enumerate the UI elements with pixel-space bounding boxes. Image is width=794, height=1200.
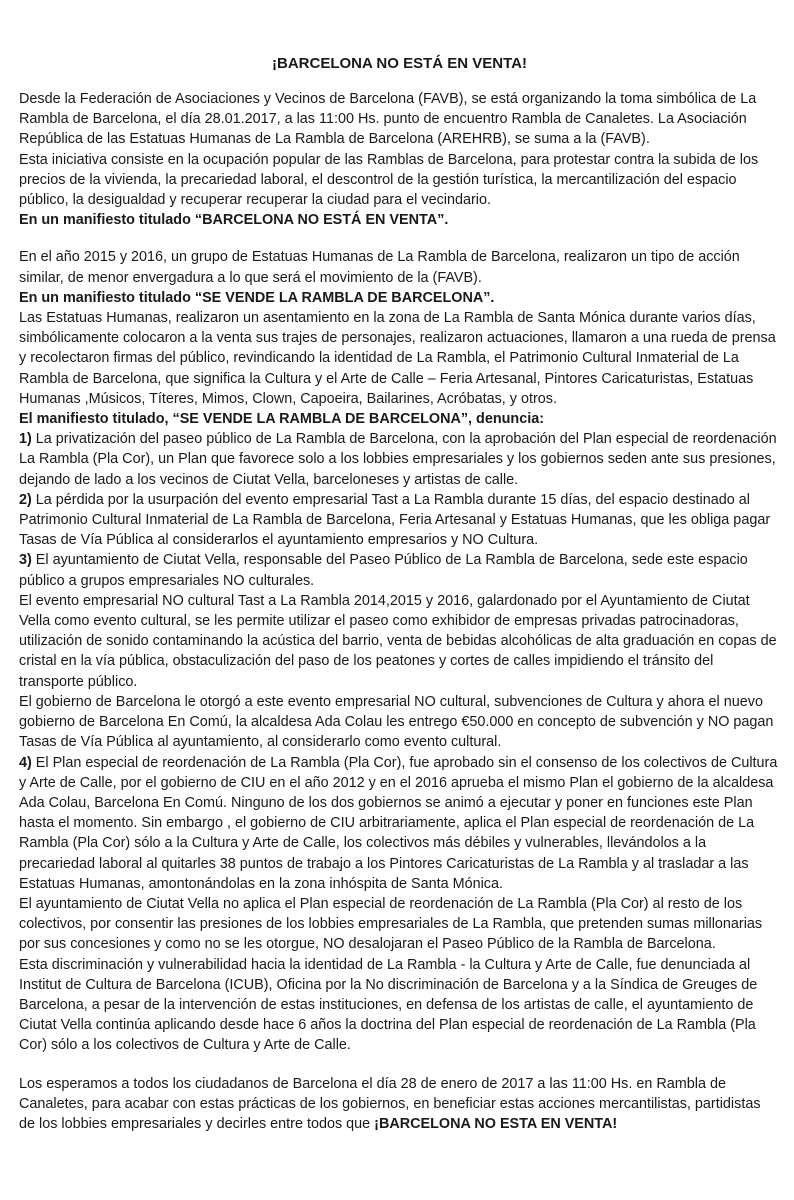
list-item-2-number: 2) bbox=[19, 491, 32, 508]
paragraph-statues-action: Las Estatuas Humanas, realizaron un asentamiento en la zona de La Rambla de Santa Mónica durante varios días, simbólicamente colocaron a la venta sus trajes de personajes, realizaron actuaciones, llamaron a una rueda de prensa y recolectaron firmas del público, revindicando la identidad de La Rambla, el Patrimonio Cultural Inmaterial de La Rambla de Barcelona, que significa la Cultura y el Arte de Calle – Feria Artesanal, Pintores Caricaturistas, Estatuas Humanas ,Músicos, Títeres, Mimos, Clown, Capoeira, Bailarines, Acróbatas, y otros. bbox=[19, 310, 776, 407]
list-item-1-number: 1) bbox=[19, 431, 32, 448]
closing-text: Los esperamos a todos los ciudadanos de Barcelona el día 28 de enero de 2017 a las 11:00 Hs. en Rambla de Canaletes, para acabar con estas prácticas de los gobiernos, en beneficiar estas acciones mercantilistas, partidistas de los lobbies empresariales y decirles entre todos que bbox=[19, 1075, 761, 1132]
list-item-3 bbox=[19, 550, 780, 590]
list-item-4-text: El Plan especial de reordenación de La Rambla (Pla Cor), fue aprobado sin el consenso de los colectivos de Cultura y Arte de Calle, por el gobierno de CIU en el año 2012 y en el 2016 aprueba el mismo Plan el gobierno de la alcaldesa Ada Colau, Barcelona En Comú. Ninguno de los dos gobiernos se animó a ejecutar y poner en funciones este Plan hasta el momento. Sin embargo , el gobierno de CIU arbitrariamente, aplica el Plan especial de reordenación de La Rambla (Pla Cor) sólo a la Cultura y Arte de Calle, los colectivos más débiles y vulnerables, llevándolos a la precariedad laboral al quitarles 38 puntos de trabajo a los Pintores Caricaturistas de La Rambla y al trasladar a las Estatuas Humanas, amontonándolas en la zona inhóspita de Santa Mónica. bbox=[19, 754, 778, 892]
paragraph-closing bbox=[19, 1074, 780, 1135]
list-item-1 bbox=[19, 429, 780, 490]
list-item-4-number: 4) bbox=[19, 754, 32, 771]
document-title: ¡BARCELONA NO ESTÁ EN VENTA! bbox=[272, 55, 527, 72]
list-item-3-text: El ayuntamiento de Ciutat Vella, responsable del Paseo Público de La Rambla de Barcelona, sede este espacio público a grupos empresariales NO culturales. bbox=[19, 552, 748, 589]
paragraph-denuncia-heading bbox=[19, 409, 780, 429]
list-item-3-number: 3) bbox=[19, 552, 32, 569]
spacer bbox=[19, 230, 780, 247]
paragraph-tast-event: El evento empresarial NO cultural Tast a La Rambla 2014,2015 y 2016, galardonado por el Ayuntamiento de Ciutat Vella como evento cultural, se les permite utilizar el paseo como exhibidor de empresas privadas patrocinadoras, utilización de sonido contaminando la acústica del barrio, venta de bebidas alcohólicas de alta graduación en copas de cristal en la vía pública, obstaculización del paso de los peatones y cortes de calles impidiendo el tránsito del transporte público. bbox=[19, 592, 777, 690]
paragraph-subsidies: El gobierno de Barcelona le otorgó a este evento empresarial NO cultural, subvenciones de Cultura y ahora el nuevo gobierno de Barcelona En Comú, la alcaldesa Ada Colau les entrego €50.000 en concepto de subvención y NO pagan Tasas de Vía Pública al ayuntamiento, al considerarlo como evento cultural. bbox=[19, 693, 774, 751]
paragraph-manifesto-rambla bbox=[19, 288, 780, 308]
list-item-2-text: La pérdida por la usurpación del evento empresarial Tast a La Rambla durante 15 días, del espacio destinado al Patrimonio Cultural Inmaterial de La Rambla de Barcelona, Feria Artesanal y Estatuas Humanas, que les obliga pagar Tasas de Vía Pública al considerarlos el ayuntamiento empresarios y NO Cultura. bbox=[19, 491, 771, 549]
denuncia-heading: El manifiesto titulado, “SE VENDE LA RAMBLA DE BARCELONA”, denuncia: bbox=[19, 411, 545, 428]
list-item-4 bbox=[19, 753, 780, 894]
paragraph-2015-2016: En el año 2015 y 2016, un grupo de Estatuas Humanas de La Rambla de Barcelona, realizaron un tipo de acción similar, de menor envergadura a lo que será el movimiento de la (FAVB). bbox=[19, 249, 740, 286]
paragraph-favb-intro: Desde la Federación de Asociaciones y Vecinos de Barcelona (FAVB), se está organizando la toma simbólica de La Rambla de Barcelona, el día 28.01.2017, a las 11:00 Hs. punto de encuentro Rambla de Canaletes. La Asociación República de las Estatuas Humanas de La Rambla de Barcelona (AREHRB), se suma a la (FAVB). bbox=[19, 91, 757, 148]
manifesto-favb-heading: En un manifiesto titulado “BARCELONA NO ESTÁ EN VENTA”. bbox=[19, 212, 449, 229]
paragraph-manifesto-favb bbox=[19, 210, 780, 230]
paragraph-ciutat-vella: El ayuntamiento de Ciutat Vella no aplica el Plan especial de reordenación de La Rambla (Pla Cor) al resto de los colectivos, por consentir las presiones de los lobbies empresariales de La Rambla, que pretenden sumas millonarias por sus concesiones y como no se les otorgue, NO desalojaran el Paseo Público de la Rambla de Barcelona. bbox=[19, 895, 763, 953]
list-item-2 bbox=[19, 490, 780, 551]
closing-slogan: ¡BARCELONA NO ESTA EN VENTA! bbox=[374, 1115, 618, 1132]
spacer bbox=[19, 1056, 780, 1074]
manifesto-rambla-heading: En un manifiesto titulado “SE VENDE LA RAMBLA DE BARCELONA”. bbox=[19, 289, 495, 306]
paragraph-discrimination: Esta discriminación y vulnerabilidad hacia la identidad de La Rambla - la Cultura y Arte de Calle, fue denunciada al Institut de Cultura de Barcelona (ICUB), Oficina por la No discriminación de Barcelona y a la Síndica de Greuges de Barcelona, a pesar de la intervención de estas instituciones, en defensa de los artistas de calle, el ayuntamiento de Ciutat Vella continúa aplicando desde hace 6 años la doctrina del Plan especial de reordenación de La Rambla (Pla Cor) sólo a los colectivos de Cultura y Arte de Calle. bbox=[19, 956, 758, 1054]
paragraph-initiative: Esta iniciativa consiste en la ocupación popular de las Ramblas de Barcelona, para protestar contra la subida de los precios de la vivienda, la precariedad laboral, el descontrol de la gestión turística, la mercantilización del espacio público, la desigualdad y recuperar recuperar la ciudad para el vecindario. bbox=[19, 151, 759, 209]
list-item-1-text: La privatización del paseo público de La Rambla de Barcelona, con la aprobación del Plan especial de reordenación La Rambla (Pla Cor), un Plan que favorece solo a los lobbies empresariales y los gobiernos seden ante sus presiones, dejando de lado a los vecinos de Ciutat Vella, barceloneses y artistas de calle. bbox=[19, 431, 777, 488]
